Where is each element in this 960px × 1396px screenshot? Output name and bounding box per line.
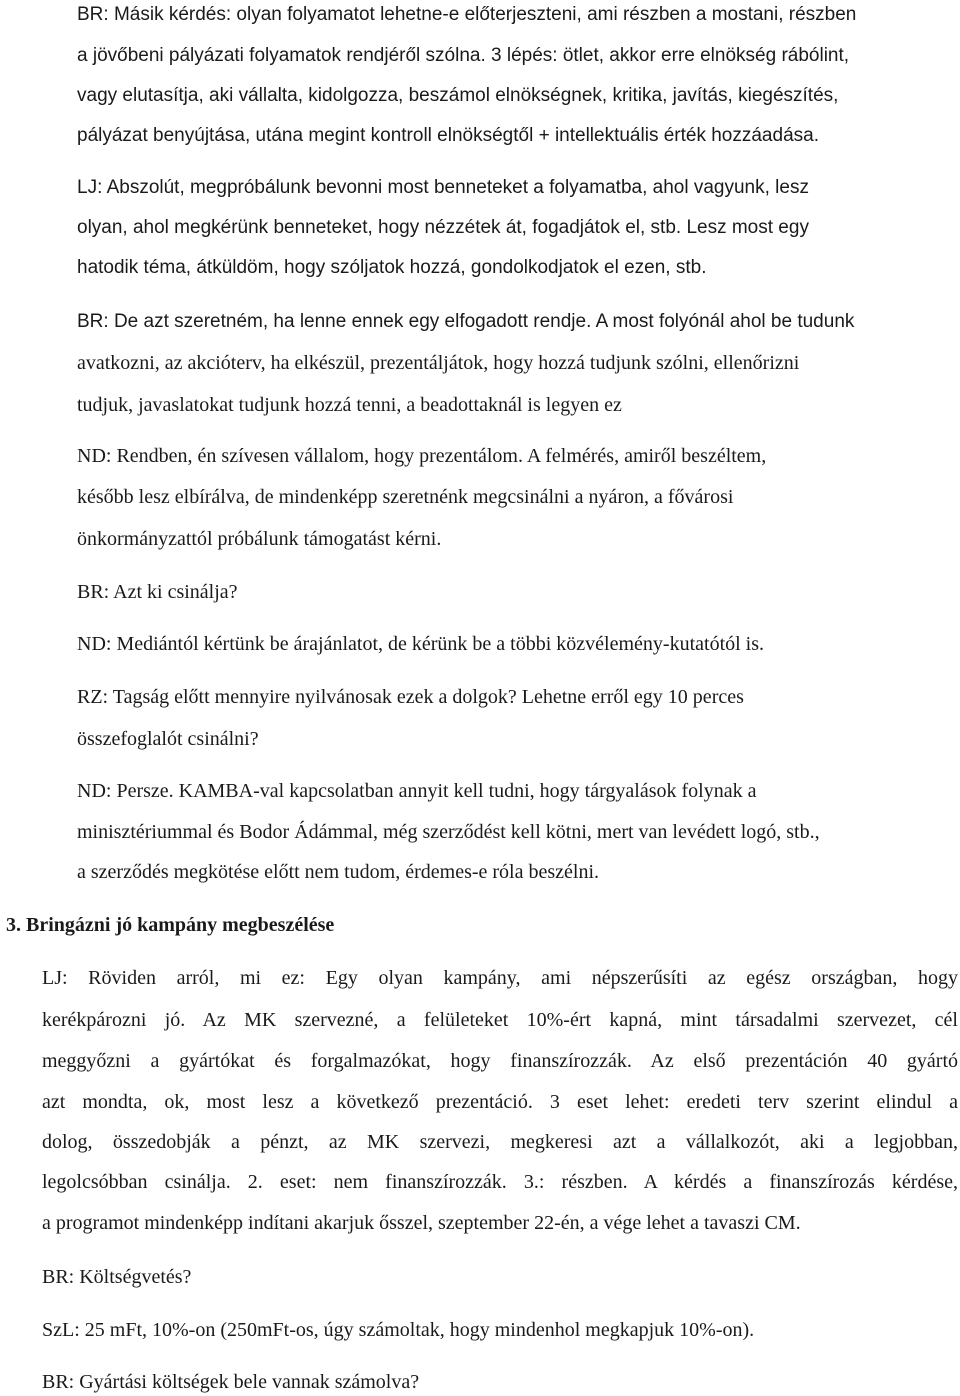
text-line: BR: De azt szeretném, ha lenne ennek egy elfogadott rendje. A most folyónál ahol be tudunk	[77, 311, 855, 332]
text-line: avatkozni, az akcióterv, ha elkészül, prezentáljátok, hogy hozzá tudjunk szólni, ellenőrizni	[77, 352, 800, 374]
text-line: kerékpározni jó. Az MK szervezné, a felületeket 10%-ért kapná, mint társadalmi szervezet, cél	[42, 1009, 958, 1031]
text-line: RZ: Tagság előtt mennyire nyilvánosak ezek a dolgok? Lehetne erről egy 10 perces	[77, 686, 744, 708]
text-line: pályázat benyújtása, utána megint kontroll elnökségtől + intellektuális érték hozzáadása.	[77, 125, 819, 146]
text-line: BR: Költségvetés?	[42, 1266, 192, 1288]
text-line: összefoglalót csinálni?	[77, 728, 259, 750]
text-line: olyan, ahol megkérünk benneteket, hogy nézzétek át, fogadjátok el, stb. Lesz most egy	[77, 217, 809, 238]
text-line: meggyőzni a gyártókat és forgalmazókat, hogy finanszírozzák. Az első prezentáción 40 gyártó	[42, 1050, 958, 1072]
text-line: ND: Mediántól kértünk be árajánlatot, de kérünk be a többi közvélemény-kutatótól is.	[77, 633, 765, 655]
text-line: a szerződés megkötése előtt nem tudom, érdemes-e róla beszélni.	[77, 861, 600, 883]
text-line: önkormányzattól próbálunk támogatást kérni.	[77, 528, 442, 550]
section-heading: 3. Bringázni jó kampány megbeszélése	[6, 914, 335, 936]
text-line: a jövőbeni pályázati folyamatok rendjéről szólna. 3 lépés: ötlet, akkor erre elnökség rábólint,	[77, 45, 850, 66]
text-line: tudjuk, javaslatokat tudjunk hozzá tenni, a beadottaknál is legyen ez	[77, 394, 622, 416]
text-line: a programot mindenképp indítani akarjuk ősszel, szeptember 22-én, a vége lehet a tavaszi CM.	[42, 1212, 801, 1234]
text-line: SzL: 25 mFt, 10%-on (250mFt-os, úgy számoltak, hogy mindenhol megkapjuk 10%-on).	[42, 1319, 755, 1341]
text-line: BR: Gyártási költségek bele vannak számolva?	[42, 1371, 420, 1393]
text-line: később lesz elbírálva, de mindenképp szeretnénk megcsinálni a nyáron, a fővárosi	[77, 486, 734, 508]
text-line: vagy elutasítja, aki vállalta, kidolgozza, beszámol elnökségnek, kritika, javítás, kiegészítés,	[77, 85, 839, 106]
text-line: dolog, összedobják a pénzt, az MK szervezi, megkeresi azt a vállalkozót, aki a legjobban,	[42, 1131, 958, 1153]
text-line: hatodik téma, átküldöm, hogy szóljatok hozzá, gondolkodjatok el ezen, stb.	[77, 257, 707, 278]
text-line: BR: Másik kérdés: olyan folyamatot lehetne-e előterjeszteni, ami részben a mostani, részben	[77, 4, 857, 25]
text-line: LJ: Röviden arról, mi ez: Egy olyan kampány, ami népszerűsíti az egész országban, hogy	[42, 967, 958, 989]
text-line: LJ: Abszolút, megpróbálunk bevonni most benneteket a folyamatba, ahol vagyunk, lesz	[77, 177, 809, 198]
text-line: azt mondta, ok, most lesz a következő prezentáció. 3 eset lehet: eredeti terv szerint elindul a	[42, 1091, 958, 1113]
text-line: BR: Azt ki csinálja?	[77, 581, 238, 603]
text-line: minisztériummal és Bodor Ádámmal, még szerződést kell kötni, mert van levédett logó, stb.,	[77, 821, 820, 843]
text-line: ND: Rendben, én szívesen vállalom, hogy prezentálom. A felmérés, amiről beszéltem,	[77, 445, 767, 467]
text-line: legolcsóbban csinálja. 2. eset: nem finanszírozzák. 3.: részben. A kérdés a finanszírozás kérdése,	[42, 1171, 958, 1193]
text-line: ND: Persze. KAMBA-val kapcsolatban annyit kell tudni, hogy tárgyalások folynak a	[77, 780, 757, 802]
